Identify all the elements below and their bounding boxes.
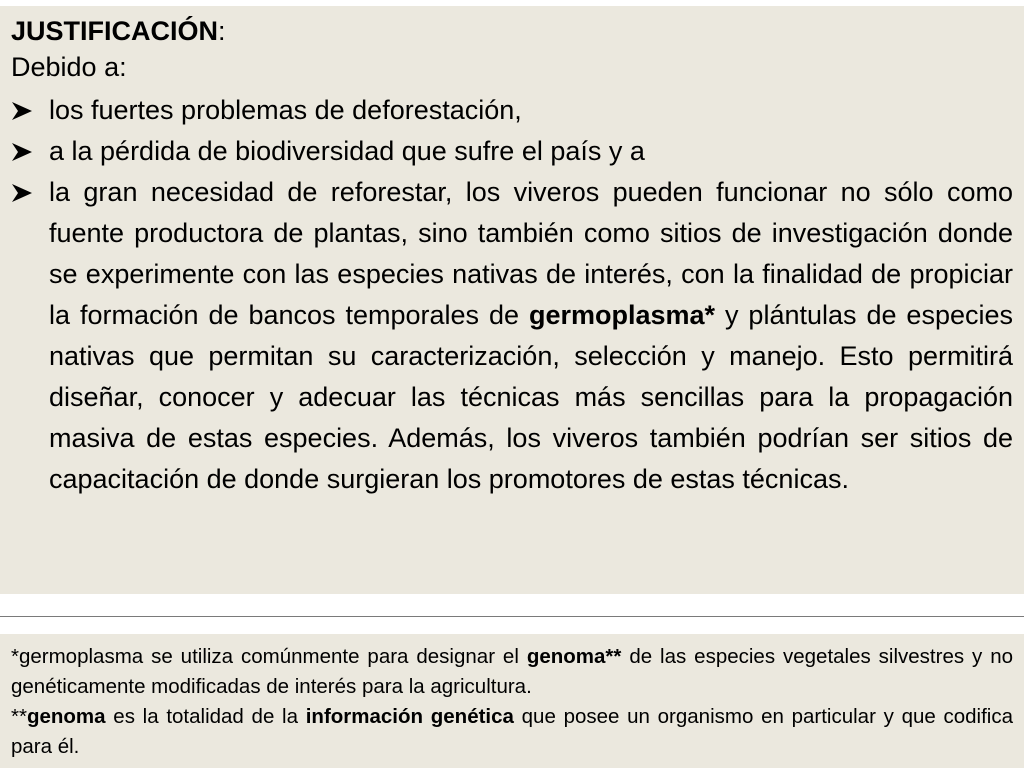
germoplasma-term: germoplasma* [528,300,716,330]
footnote-marker: ** [11,705,27,728]
footnotes-panel [0,634,1024,768]
footnote-germoplasma [11,642,1013,702]
justification-content [11,14,1013,500]
footnote-genoma [11,702,1013,762]
heading-colon: : [218,16,226,46]
intro-text: Debido a: [11,52,127,82]
list-item [11,172,1013,500]
footnote-text-part: que posee un organismo en particular y que codifica para él. [11,705,1013,758]
justification-panel [0,6,1024,594]
footnote-text-part: de las especies vegetales silvestres y no genéticamente modificadas de interés para la agricultura. [11,645,1014,698]
footnote-text-part: es la totalidad de la [105,705,306,728]
genoma-term: genoma** [526,645,622,668]
reasons-list [11,90,1013,500]
list-item-text: a la pérdida de biodiversidad que sufre el país y a [49,136,645,166]
footnote-text-part: *germoplasma se utiliza comúnmente para designar el [11,645,527,668]
list-item-text-part: la gran necesidad de reforestar, los viveros pueden funcionar no sólo como fuente productora de plantas, sino también como sitios de investigación donde se experimente con las especies nativas de interés, con la finalidad de propiciar la formación de bancos temporales de [49,177,1013,330]
list-item [11,90,1013,131]
heading-title: JUSTIFICACIÓN [11,16,219,46]
section-heading [11,14,1013,50]
list-item-text: los fuertes problemas de deforestación, [49,95,522,125]
arrow-bullet-icon [11,183,33,203]
informacion-genetica-term: información genética [305,705,514,728]
list-item [11,131,1013,172]
arrow-bullet-icon [11,142,33,162]
list-item-text-part: y plántulas de especies nativas que permitan su caracterización, selección y manejo. Esto permitirá diseñar, conocer y adecuar las técnicas más sencillas para la propagación masiva de estas especies. Además, los viveros también podrían ser sitios de capacitación de donde surgieran los promotores de estas técnicas. [49,300,1013,494]
arrow-bullet-icon [11,101,33,121]
genoma-term: genoma [26,705,106,728]
footnotes-content [11,642,1013,762]
footnote-divider [0,616,1024,617]
